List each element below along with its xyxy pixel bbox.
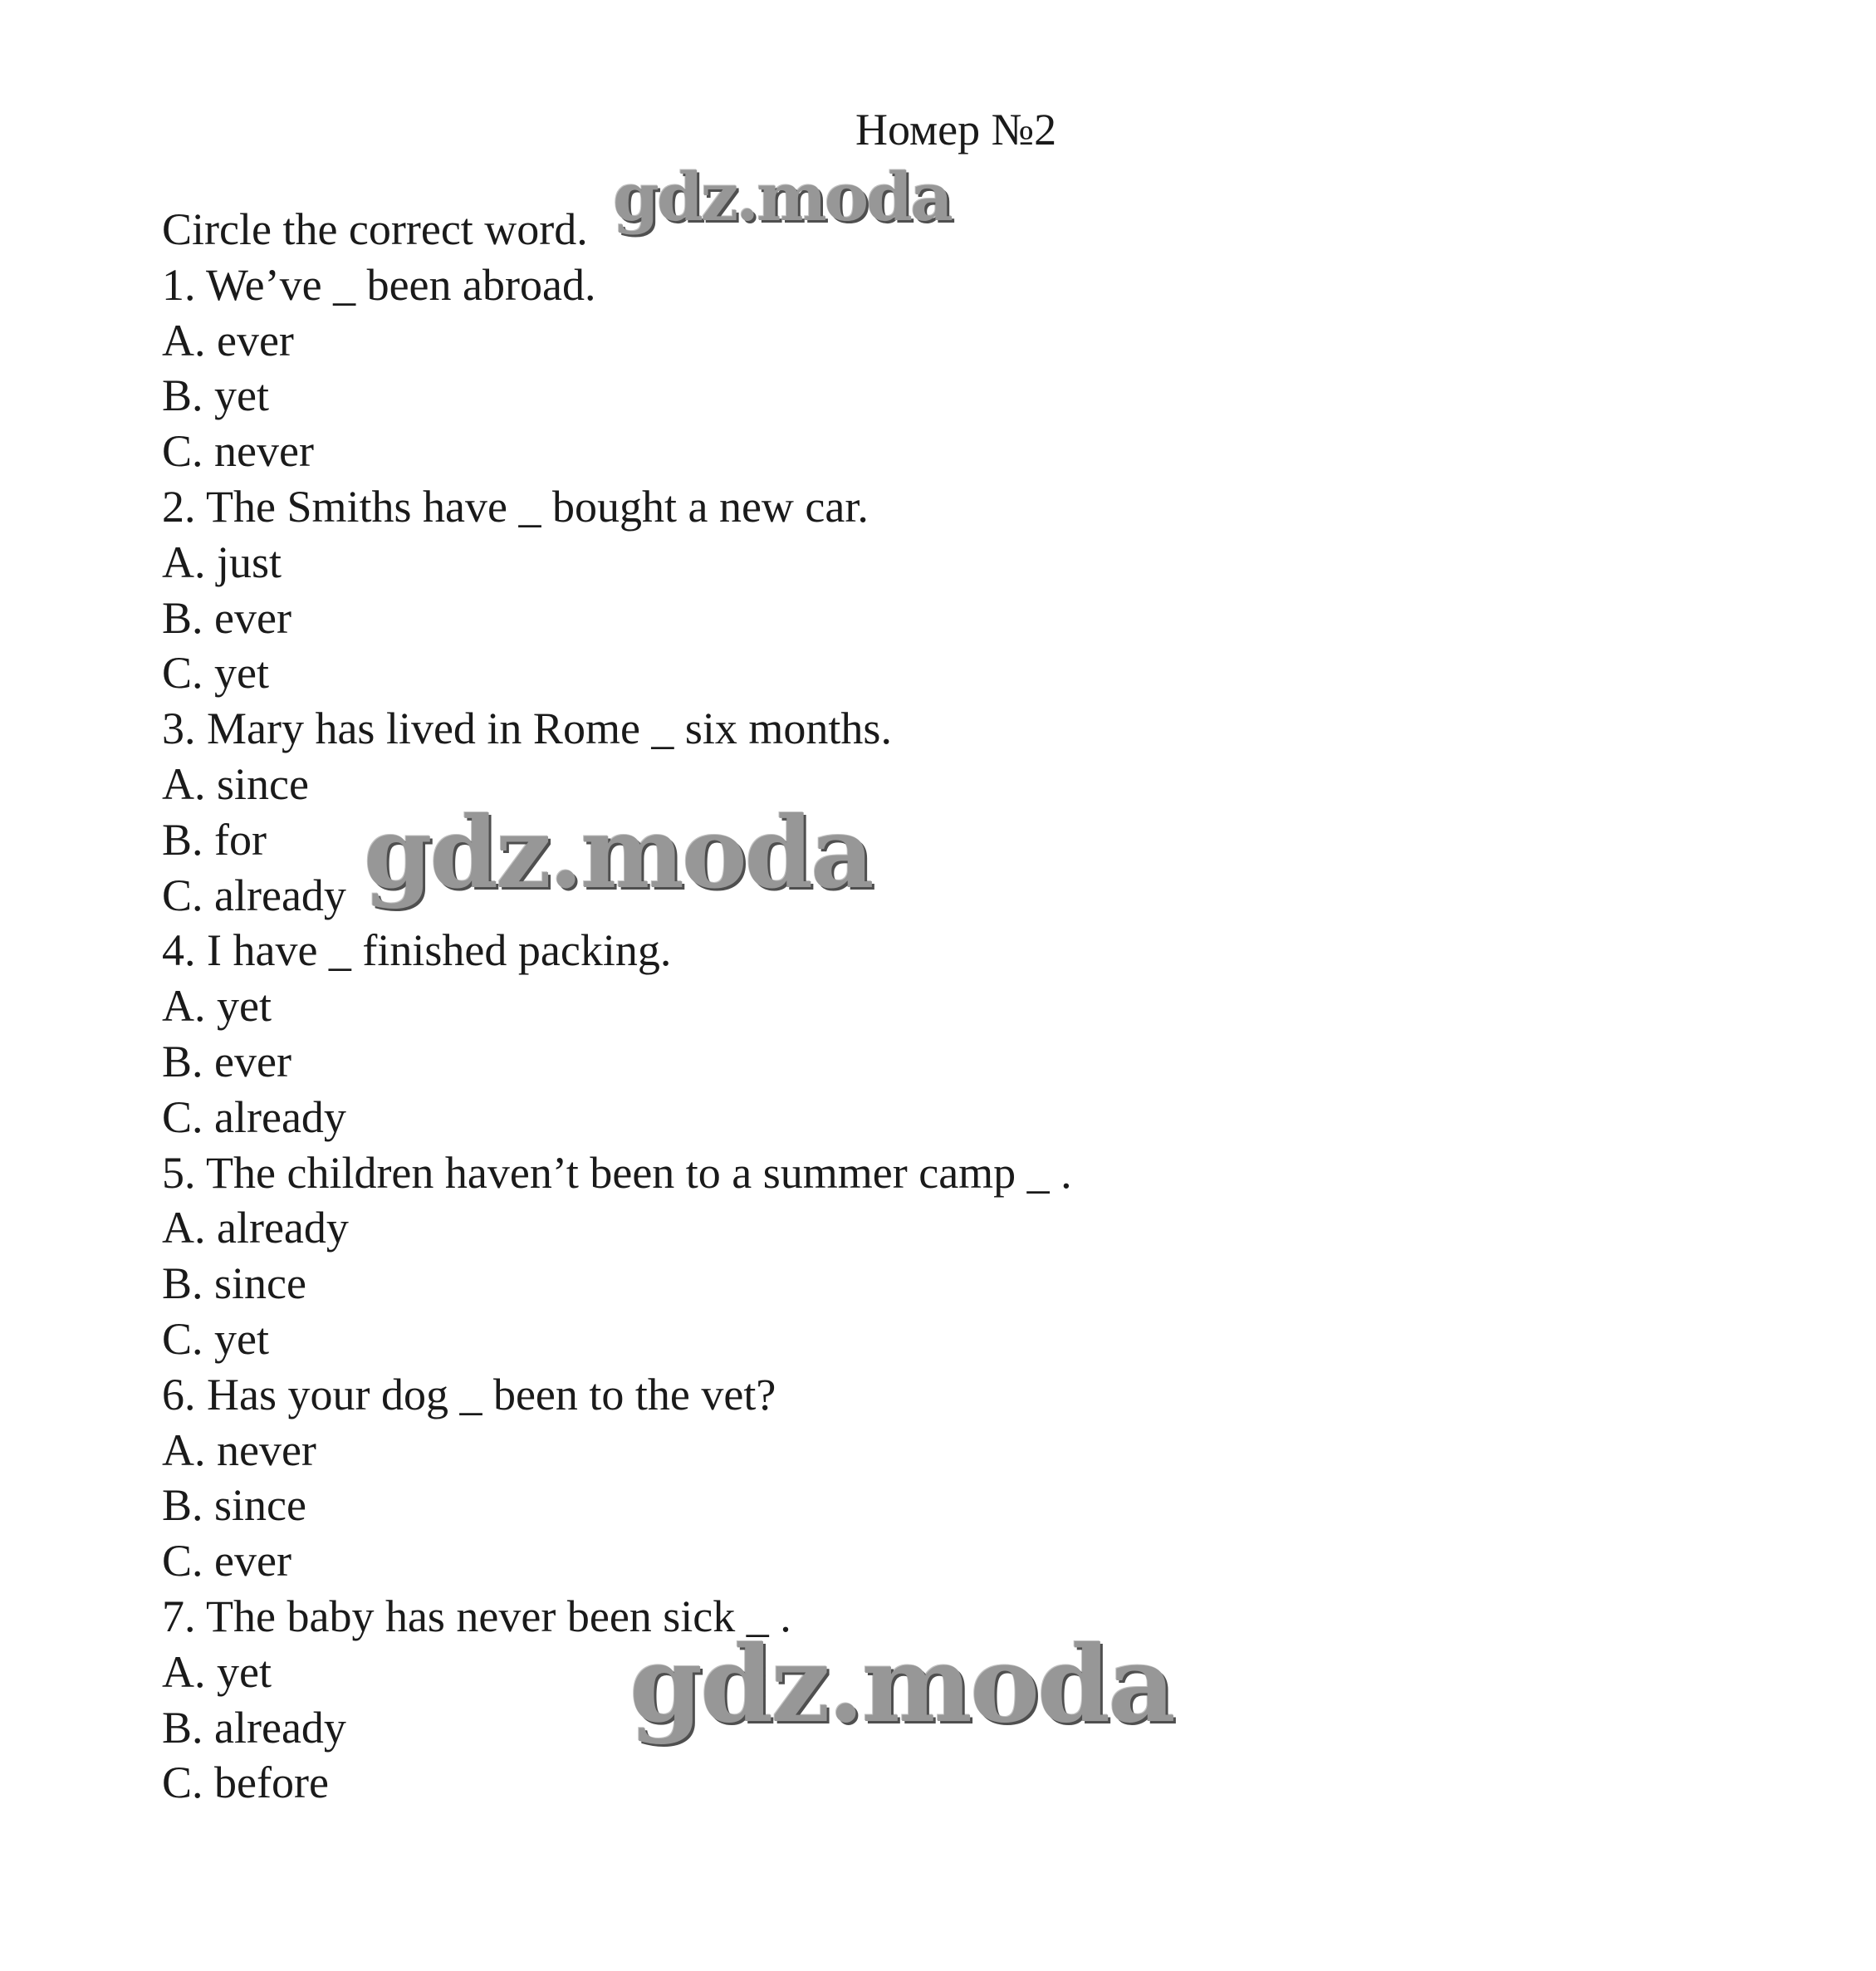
answer-option[interactable]: A. yet xyxy=(162,1646,272,1697)
answer-option[interactable]: A. ever xyxy=(162,315,294,365)
answer-option[interactable]: B. ever xyxy=(162,1036,291,1086)
watermark-logo: gdz.moda xyxy=(364,795,872,910)
answer-option[interactable]: B. already xyxy=(162,1702,346,1753)
answer-option[interactable]: C. already xyxy=(162,870,346,920)
answer-option[interactable]: A. already xyxy=(162,1203,349,1253)
answer-option[interactable]: C. yet xyxy=(162,1313,269,1364)
question-prompt: 4. I have _ finished packing. xyxy=(162,925,672,976)
answer-option[interactable]: C. ever xyxy=(162,1536,291,1586)
answer-option[interactable]: B. since xyxy=(162,1258,306,1309)
answer-option[interactable]: A. just xyxy=(162,537,282,587)
answer-option[interactable]: C. before xyxy=(162,1758,329,1808)
question-prompt: 3. Mary has lived in Rome _ six months. xyxy=(162,704,892,754)
question-prompt: 1. We’ve _ been abroad. xyxy=(162,259,596,310)
instruction: Circle the correct word. xyxy=(162,204,588,254)
question-prompt: 7. The baby has never been sick _ . xyxy=(162,1591,791,1641)
answer-option[interactable]: A. yet xyxy=(162,981,272,1032)
answer-option[interactable]: C. already xyxy=(162,1091,346,1142)
answer-option[interactable]: B. for xyxy=(162,814,267,865)
watermark-logo: gdz.moda xyxy=(629,1623,1173,1746)
question-prompt: 2. The Smiths have _ bought a new car. xyxy=(162,481,869,532)
answer-option[interactable]: A. never xyxy=(162,1424,316,1475)
exercise xyxy=(162,202,1072,1811)
watermark-logo: gdz.moda xyxy=(613,158,951,236)
page-title: Номер №2 xyxy=(855,105,1057,154)
question-prompt: 5. The children haven’t been to a summer camp _ . xyxy=(162,1147,1072,1198)
answer-option[interactable]: C. never xyxy=(162,426,314,477)
answer-option[interactable]: B. ever xyxy=(162,592,291,643)
question-prompt: 6. Has your dog _ been to the vet? xyxy=(162,1369,776,1419)
answer-option[interactable]: B. yet xyxy=(162,370,269,421)
answer-option[interactable]: C. yet xyxy=(162,648,269,699)
answer-option[interactable]: A. since xyxy=(162,758,309,809)
answer-option[interactable]: B. since xyxy=(162,1480,306,1531)
